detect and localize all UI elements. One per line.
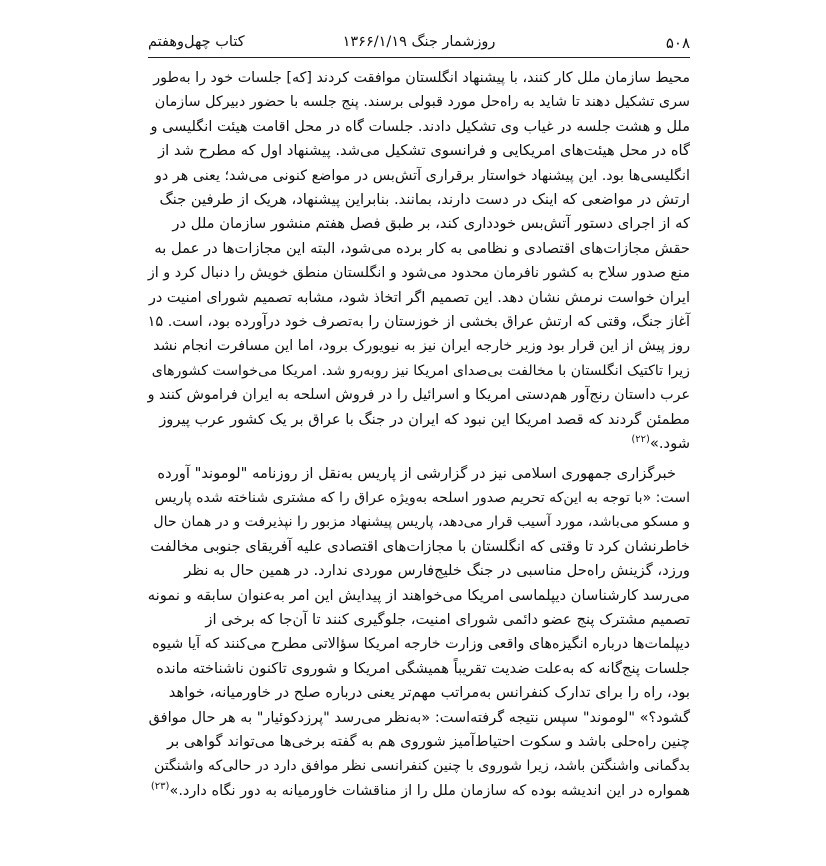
text-line: گشود؟» "لوموند" سپس نتیجه گرفته‌است: «به‌نظر می‌رسد "پرزدکوئیار" به هر حال موافق [148,709,690,726]
header-rule [148,57,690,58]
text-line: ورزد، گزینش راه‌حل مناسبی در جنگ خلیج‌فارس موردی ندارد. در همین حال به نظر [184,562,690,580]
text-line: زیرا تاکتیک انگلستان با مخالفت بی‌صدای امریکا نیز روبه‌رو شد. امریکا می‌خواست کشورهای [151,362,690,379]
text-line: ملل و هشت جلسه در غیاب وی تشکیل دادند. جلسات گاه در محل اقامت هیئت انگلیسی و [150,118,690,135]
book-title: کتاب چهل‌وهفتم [148,34,245,50]
text-line-last [148,779,690,803]
text-line: دیپلمات‌ها درباره انگیزه‌های واقعی وزارت خارجه امریکا سؤالاتی مطرح می‌کنند که آیا شیوه [152,636,690,653]
text-line: است: «با توجه به این‌که تحریم صدور اسلحه به‌ویژه عراق را که مشتری شناخته شده پاریس [154,489,690,506]
text-line: که از اجرای دستور آتش‌بس خودداری کند، بر طبق فصل هفتم منشور سازمان ملل در [172,215,690,233]
text-line: چنین راه‌حلی باشد و سکوت احتیاط‌آمیز شوروی هم به گفته برخی‌ها می‌تواند گواهی بر [167,732,690,750]
running-title: روزشمار جنگ ۱۳۶۶/۱/۱۹ [342,34,496,50]
text-line: محیط سازمان ملل کار کنند، با پیشنهاد انگلستان موافقت کردند [که] جلسات خود را به‌طور [153,70,690,86]
text-line: انگلیسی‌ها بود. این پیشنهاد خواستار برقراری آتش‌بس در مواضع کنونی می‌شد؛ یعنی هر دو [155,167,690,184]
text-line-last [148,432,690,456]
text-line: خبرگزاری جمهوری اسلامی نیز در گزارشی از پاریس به‌نقل از روزنامه "لوموند" آورده [157,464,676,482]
text-line: حقش مجازات‌های اقتصادی و نظامی به کار برده می‌شود، البته این مجازات‌ها در عمل به [154,239,690,257]
text-line: سری تشکیل دهند تا شاید به راه‌حل مورد قبولی برسند. پنج جلسه با حضور دبیرکل سازمان [154,94,690,111]
text-fragment: همواره در این اندیشه بوده که سازمان ملل را از مناقشات خاورمیانه به دور نگاه دارد.» [169,782,690,799]
page-number: ۵۰۸ [665,34,690,52]
page-header [148,30,690,56]
text-line: خاطرنشان کرد تا وقتی که انگلستان با مجازات‌های اقتصادی علیه آفریقای جنوبی مخالفت [150,537,690,555]
footnote-marker: (۲۳) [150,780,170,792]
text-line: تصمیم مشترک پنج عضو دائمی شورای امنیت، جلوگیری کنند تا آن‌جا که برخی از [205,610,690,628]
text-line: روز پیش از این قرار بود وزیر خارجه ایران نیز به نیویورک برود، اما این مسافرت انجام نشد [153,338,690,355]
text-line: و مسکو می‌باشد، مورد آسیب قرار می‌دهد، پاریس پیشنهاد مزبور را نپذیرفت و در همان حال [153,514,690,531]
text-line: بود، راه را برای تدارک کنفرانس به‌مراتب مهم‌تر یعنی درباره صلح در خاورمیانه، خواهد [168,684,690,702]
footnote-marker: (۲۲) [631,434,650,446]
text-fragment: شود.» [649,435,690,453]
text-line: منع صدور سلاح به کشور نافرمان محدود می‌شود و انگلستان منطق خویش را دنبال کرد و از [147,265,690,282]
page-body [148,66,690,803]
text-line: ایران خواست نرمش نشان دهد. این تصمیم اگر اتخاذ شود، مشابه تصمیم شورای امنیت در [148,289,690,306]
text-line: ارتش در مواضعی که اینک در دست دارند، بمانند. بنابراین پیشنهاد، هریک از طرفین جنگ [159,191,690,209]
text-line: جلسات پنج‌گانه که به‌علت ضدیت تقریباً همیشگی امریکا و شوروی تاکنون ناشناخته مانده [156,659,690,677]
text-line: آغاز جنگ، وقتی که ارتش عراق بخشی از خوزستان را به‌تصرف خود درآورده بود، است. ۱۵ [147,314,690,331]
text-line: مطمئن گردند که قصد امریکا این نبود که ایران در جنگ با عراق بر یک کشور عرب پیروز [159,410,690,428]
text-line: می‌رسد کارشناسان دیپلماسی امریکا می‌خواهند از پیدایش این امر به‌عنوان سابقه و نمونه [147,586,690,604]
text-line: بدگمانی واشنگتن باشد، زیرا شوروی با چنین کنفرانسی نظر موافق دارد در حالی‌که واشنگتن [154,758,690,775]
paragraph-1 [148,66,690,457]
text-line: عرب داستان رنج‌آور هم‌دستی امریکا و اسرائیل را در فروش اسلحه به ایران فراموش کنند و [147,387,690,404]
text-line: گاه در محل هیئت‌های امریکایی و فرانسوی تشکیل می‌شد. پیشنهاد اول که مطرح شد از [158,142,690,160]
paragraph-2 [148,462,690,804]
